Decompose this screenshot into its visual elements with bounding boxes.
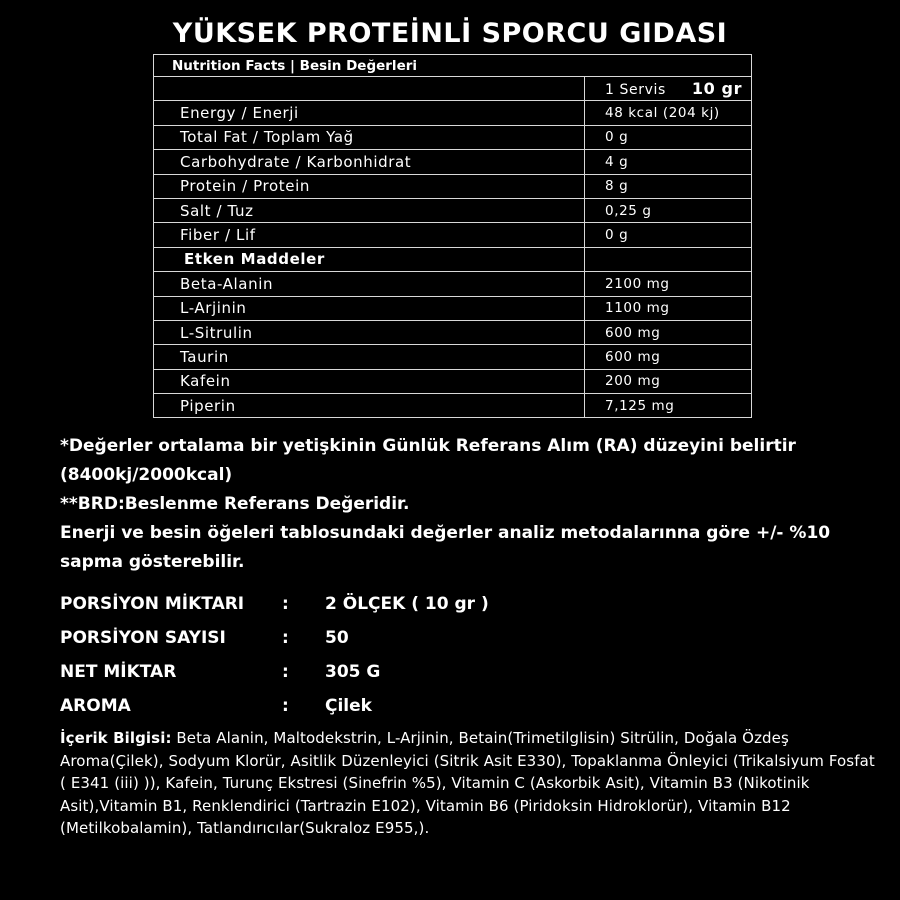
ingredients-info bbox=[60, 727, 880, 840]
ingredient-name: L-Sitrulin bbox=[154, 320, 585, 344]
nutrient-value: 0,25 g bbox=[585, 198, 752, 222]
table-row bbox=[154, 320, 752, 344]
ingredient-name: L-Arjinin bbox=[154, 296, 585, 320]
ingredient-value: 7,125 mg bbox=[585, 394, 752, 418]
ingredient-value: 200 mg bbox=[585, 369, 752, 393]
table-row bbox=[154, 272, 752, 296]
nutrient-name: Salt / Tuz bbox=[154, 198, 585, 222]
ingredient-name: Kafein bbox=[154, 369, 585, 393]
note-brd: **BRD:Beslenme Referans Değeridir. bbox=[60, 494, 410, 514]
portion-separator: : bbox=[282, 696, 289, 716]
serving-row bbox=[154, 77, 752, 101]
portion-label: AROMA bbox=[60, 696, 131, 716]
ingredient-value: 2100 mg bbox=[585, 272, 752, 296]
active-ingredients-empty-cell bbox=[585, 247, 752, 271]
table-row bbox=[154, 223, 752, 247]
table-row bbox=[154, 296, 752, 320]
nutrition-header-row bbox=[154, 55, 752, 77]
serving-cell bbox=[585, 77, 752, 101]
nutrient-value: 8 g bbox=[585, 174, 752, 198]
table-row bbox=[154, 394, 752, 418]
nutrition-table bbox=[153, 54, 752, 418]
table-row bbox=[154, 198, 752, 222]
portion-label: PORSİYON MİKTARI bbox=[60, 594, 245, 614]
page-title: YÜKSEK PROTEİNLİ SPORCU GIDASI bbox=[172, 18, 728, 49]
ingredient-name: Taurin bbox=[154, 345, 585, 369]
table-row bbox=[154, 174, 752, 198]
ingredient-name: Beta-Alanin bbox=[154, 272, 585, 296]
portion-row bbox=[60, 693, 760, 727]
nutrient-value: 4 g bbox=[585, 150, 752, 174]
portion-value: 305 G bbox=[325, 662, 381, 682]
serving-amount: 10 gr bbox=[691, 79, 743, 99]
portion-info bbox=[60, 591, 760, 727]
nutrient-value: 0 g bbox=[585, 125, 752, 149]
note-reference-intake: *Değerler ortalama bir yetişkinin Günlük Referans Alım (RA) düzeyini belirtir (8400kj/2000kcal) bbox=[60, 436, 796, 485]
active-ingredients-title: Etken Maddeler bbox=[154, 247, 585, 271]
notes bbox=[60, 432, 860, 577]
portion-row bbox=[60, 591, 760, 625]
portion-separator: : bbox=[282, 594, 289, 614]
nutrient-value: 0 g bbox=[585, 223, 752, 247]
table-row bbox=[154, 150, 752, 174]
table-row bbox=[154, 125, 752, 149]
portion-value: 50 bbox=[325, 628, 349, 648]
nutrition-header: Nutrition Facts | Besin Değerleri bbox=[154, 55, 752, 77]
ingredients-text: Beta Alanin, Maltodekstrin, L-Arjinin, Betain(Trimetilglisin) Sitrülin, Doğala Özdeş Aroma(Çilek), Sodyum Klorür, Asitlik Düzenleyici (Sitrik Asit E330), Topaklanma Önleyici (Trikalsiyum Fosfat ( E341 (iii) )), Kafein, Turunç Ekstresi (Sinefrin %5), Vitamin C (Askorbik Asit), Vitamin B3 (Nikotinik Asit),Vitamin B1, Renklendirici (Tartrazin E102), Vitamin B6 (Piridoksin Hidroklorür), Vitamin B12 (Metilkobalamin), Tatlandırıcılar(Sukraloz E955,). bbox=[60, 729, 875, 837]
portion-value: 2 ÖLÇEK ( 10 gr ) bbox=[325, 594, 489, 614]
nutrient-name: Fiber / Lif bbox=[154, 223, 585, 247]
portion-separator: : bbox=[282, 628, 289, 648]
nutrient-name: Total Fat / Toplam Yağ bbox=[154, 125, 585, 149]
nutrient-name: Protein / Protein bbox=[154, 174, 585, 198]
ingredients-label: İçerik Bilgisi: bbox=[60, 729, 172, 747]
active-ingredients-section-row bbox=[154, 247, 752, 271]
portion-label: PORSİYON SAYISI bbox=[60, 628, 226, 648]
ingredient-value: 600 mg bbox=[585, 320, 752, 344]
portion-row bbox=[60, 625, 760, 659]
nutrient-name: Carbohydrate / Karbonhidrat bbox=[154, 150, 585, 174]
table-row bbox=[154, 101, 752, 125]
serving-empty-cell bbox=[154, 77, 585, 101]
portion-label: NET MİKTAR bbox=[60, 662, 177, 682]
ingredient-name: Piperin bbox=[154, 394, 585, 418]
serving-label: 1 Servis bbox=[605, 82, 666, 99]
ingredient-value: 1100 mg bbox=[585, 296, 752, 320]
ingredient-value: 600 mg bbox=[585, 345, 752, 369]
portion-row bbox=[60, 659, 760, 693]
portion-value: Çilek bbox=[325, 696, 372, 716]
table-row bbox=[154, 345, 752, 369]
nutrient-value: 48 kcal (204 kj) bbox=[585, 101, 752, 125]
portion-separator: : bbox=[282, 662, 289, 682]
nutrient-name: Energy / Enerji bbox=[154, 101, 585, 125]
note-deviation: Enerji ve besin öğeleri tablosundaki değerler analiz metodalarınna göre +/- %10 sapma gösterebilir. bbox=[60, 523, 831, 572]
table-row bbox=[154, 369, 752, 393]
